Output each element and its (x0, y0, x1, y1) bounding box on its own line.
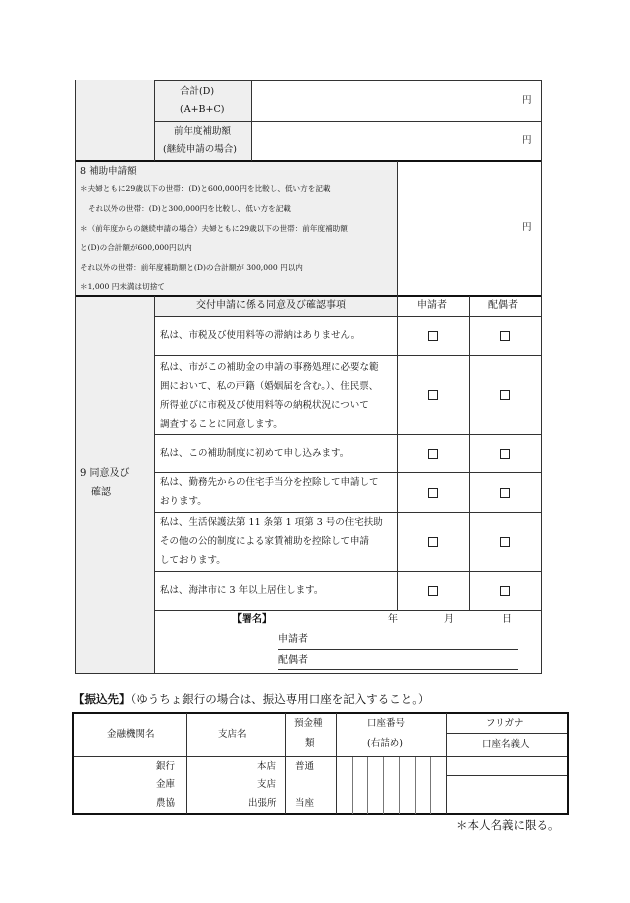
spouse-checkbox-2[interactable] (500, 390, 510, 400)
signature-day: 日 (502, 614, 512, 625)
signature-applicant-label: 申請者 (278, 634, 308, 645)
bank-type-shinkin: 金庫 (156, 779, 176, 790)
applicant-checkbox-2[interactable] (428, 390, 438, 400)
total-formula: (A+B+C) (180, 104, 225, 115)
total-yen: 円 (522, 95, 532, 106)
bank-type-nokyo: 農協 (156, 798, 176, 809)
account-number-note: (右詰め) (367, 738, 403, 749)
section8-note-1: ＊夫婦ともに29歳以下の世帯：(D)と600,000円を比較し、低い方を記載 (80, 184, 331, 193)
signature-spouse-line[interactable] (278, 669, 518, 670)
account-number-header: 口座番号 (367, 718, 406, 729)
prev-yen: 円 (522, 135, 532, 146)
spouse-checkbox-4[interactable] (500, 488, 510, 498)
signature-title: 【署名】 (232, 614, 272, 625)
consent-item-5-line-1: 私は、生活保護法第 11 条第 1 項第 3 号の住宅扶助 (160, 517, 383, 528)
spouse-checkbox-6[interactable] (500, 586, 510, 596)
consent-item-5-line-2: その他の公的制度による家賃補助を控除して申請 (160, 536, 370, 547)
applicant-checkbox-5[interactable] (428, 537, 438, 547)
consent-item-4-line-2: おります。 (160, 496, 207, 507)
section8-note-2: それ以外の世帯：(D)と300,000円を比較し、低い方を記載 (88, 204, 291, 213)
consent-item-3: 私は、この補助制度に初めて申し込みます。 (160, 448, 350, 459)
consent-item-6: 私は、海津市に 3 年以上居住します。 (160, 585, 324, 596)
consent-item-2-line-3: 所得並びに市税及び使用料等の納税状況について (160, 400, 369, 411)
deposit-type-current[interactable]: 当座 (295, 798, 315, 809)
transfer-heading (73, 694, 430, 706)
branch-type-main: 本店 (257, 761, 277, 772)
branch-name-header: 支店名 (218, 729, 247, 740)
consent-item-4-line-1: 私は、勤務先からの住宅手当分を控除して申請して (160, 477, 379, 488)
left-gray-column (75, 80, 154, 160)
prev-label: 前年度補助額 (174, 126, 232, 137)
signature-applicant-line[interactable] (278, 649, 518, 650)
spouse-header: 配偶者 (488, 300, 518, 311)
section8-note-6: ＊1,000 円未満は切捨て (80, 282, 165, 291)
section8-note-3: ＊（前年度からの継続申請の場合）夫婦ともに29歳以下の世帯：前年度補助額 (80, 224, 348, 233)
branch-type-office: 出張所 (248, 798, 277, 809)
applicant-checkbox-4[interactable] (428, 488, 438, 498)
applicant-header: 申請者 (417, 300, 447, 311)
section9-label-bg (75, 296, 154, 674)
bank-type-bank: 銀行 (156, 761, 176, 772)
own-name-note: ＊本人名義に限る。 (456, 818, 560, 832)
spouse-checkbox-5[interactable] (500, 537, 510, 547)
consent-item-2-line-2: 囲において、私の戸籍（婚姻届を含む。）、住民票、 (160, 381, 379, 392)
section8-yen: 円 (522, 222, 532, 233)
total-label: 合計(D) (180, 86, 215, 97)
section9-label: 9 同意及び (80, 468, 130, 479)
spouse-checkbox-3[interactable] (500, 449, 510, 459)
signature-month: 月 (444, 614, 454, 625)
branch-type-branch: 支店 (257, 779, 277, 790)
deposit-type-header-2: 類 (305, 738, 315, 749)
signature-spouse-label: 配偶者 (278, 655, 308, 666)
signature-year: 年 (388, 614, 398, 625)
spouse-checkbox-1[interactable] (500, 331, 510, 341)
consent-item-2-line-4: 調査することに同意します。 (160, 419, 283, 430)
transfer-heading-note: （ゆうちょ銀行の場合は、振込専用口座を記入すること。） (130, 692, 430, 706)
account-holder-header: 口座名義人 (482, 739, 530, 750)
transfer-heading-bold: 【振込先】 (73, 692, 131, 706)
prev-label-note: (継続申請の場合) (163, 144, 237, 155)
furigana-header: フリガナ (486, 718, 524, 729)
section8-note-4: と(D)の合計額が600,000円以内 (80, 243, 192, 252)
section9-label-2: 確認 (91, 487, 111, 498)
section8-note-5: それ以外の世帯：前年度補助額と(D)の合計額が 300,000 円以内 (80, 263, 303, 272)
consent-item-2-line-1: 私は、市がこの補助金の申請の事務処理に必要な範 (160, 362, 379, 373)
consent-item-5-line-3: しております。 (160, 555, 226, 566)
deposit-type-header: 預金種 (294, 718, 323, 729)
bank-name-header: 金融機関名 (107, 729, 155, 740)
section8-title: 8 補助申請額 (80, 166, 137, 177)
consent-header: 交付申請に係る同意及び確認事項 (196, 300, 346, 311)
consent-item-1: 私は、市税及び使用料等の滞納はありません。 (160, 330, 361, 341)
applicant-checkbox-6[interactable] (428, 586, 438, 596)
applicant-checkbox-1[interactable] (428, 331, 438, 341)
applicant-checkbox-3[interactable] (428, 449, 438, 459)
deposit-type-ordinary[interactable]: 普通 (295, 761, 315, 772)
